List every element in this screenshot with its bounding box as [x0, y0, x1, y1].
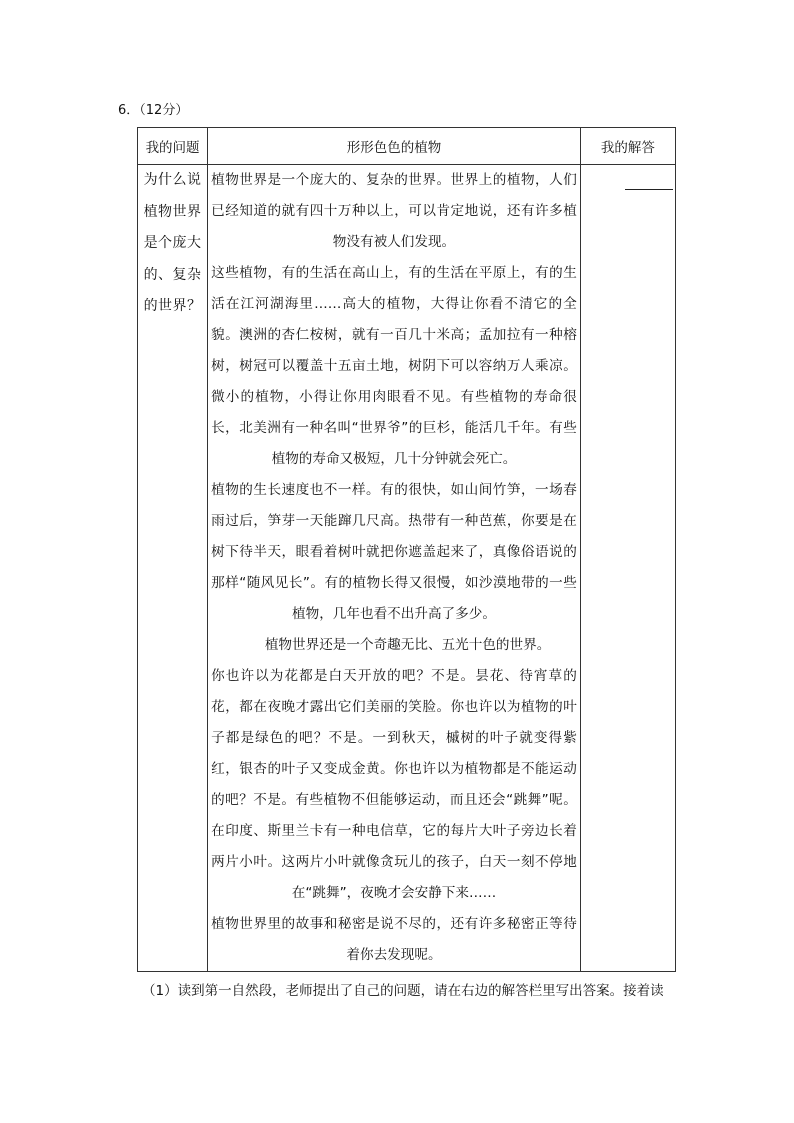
passage-paragraph-4: 植物世界还是一个奇趣无比、五光十色的世界。 — [264, 637, 551, 653]
passage-cell — [208, 165, 581, 972]
passage — [208, 165, 580, 971]
passage-paragraph-1: 植物世界是一个庞大的、复杂的世界。世界上的植物，人们已经知道的就有四十万种以上，可以肯定地说，还有许多植物没有被人们发现。 — [211, 172, 577, 250]
my-question-text: 为什么说植物世界是个庞大的、复杂的世界？ — [143, 172, 202, 314]
question-cell — [138, 165, 208, 972]
answer-cell[interactable] — [580, 165, 675, 972]
table-header-row — [138, 128, 676, 165]
table-body-row — [138, 165, 676, 972]
passage-paragraph-2: 这些植物，有的生活在高山上，有的生活在平原上，有的生活在江河湖海里……高大的植物，大得让你看不清它的全貌。澳洲的杏仁桉树，就有一百几十米高；孟加拉有一种榕树，树冠可以覆盖十五亩土地，树阴下可以容纳万人乘凉。微小的植物，小得让你用肉眼看不见。有些植物的寿命很长，北美洲有一种名叫“世界爷”的巨杉，能活几千年。有些植物的寿命又极短，几十分钟就会死亡。 — [211, 265, 577, 467]
passage-paragraph-5: 你也许以为花都是白天开放的吧？不是。昙花、待宵草的花，都在夜晚才露出它们美丽的笑脸。你也许以为植物的叶子都是绿色的吧？不是。一到秋天，槭树的叶子就变得紫红，银杏的叶子又变成金黄。你也许以为植物都是不能运动的吧？不是。有些植物不但能够运动，而且还会“跳舞”呢。在印度、斯里兰卡有一种电信草，它的每片大叶子旁边长着两片小叶。这两片小叶就像贪玩儿的孩子，白天一刻不停地在“跳舞”，夜晚才会安静下来…… — [211, 668, 577, 901]
passage-paragraph-3: 植物的生长速度也不一样。有的很快，如山间竹笋，一场春雨过后，笋芽一天能蹿几尺高。热带有一种芭蕉，你要是在树下待半天，眼看着树叶就把你遮盖起来了，真像俗语说的那样“随风见长”。有的植物长得又很慢，如沙漠地带的一些植物，几年也看不出升高了多少。 — [211, 482, 577, 622]
reading-table — [137, 127, 676, 972]
question-number: 6．（12分） — [118, 103, 189, 118]
header-my-question: 我的问题 — [138, 128, 208, 165]
header-passage-title: 形形色色的植物 — [208, 128, 581, 165]
answer-blank-line[interactable] — [625, 189, 673, 190]
passage-paragraph-6: 植物世界里的故事和秘密是说不尽的，还有许多秘密正等待着你去发现呢。 — [211, 916, 577, 963]
header-my-answer: 我的解答 — [580, 128, 675, 165]
sub-question-1: （1）读到第一自然段，老师提出了自己的问题，请在右边的解答栏里写出答案。接着读 — [142, 983, 664, 999]
